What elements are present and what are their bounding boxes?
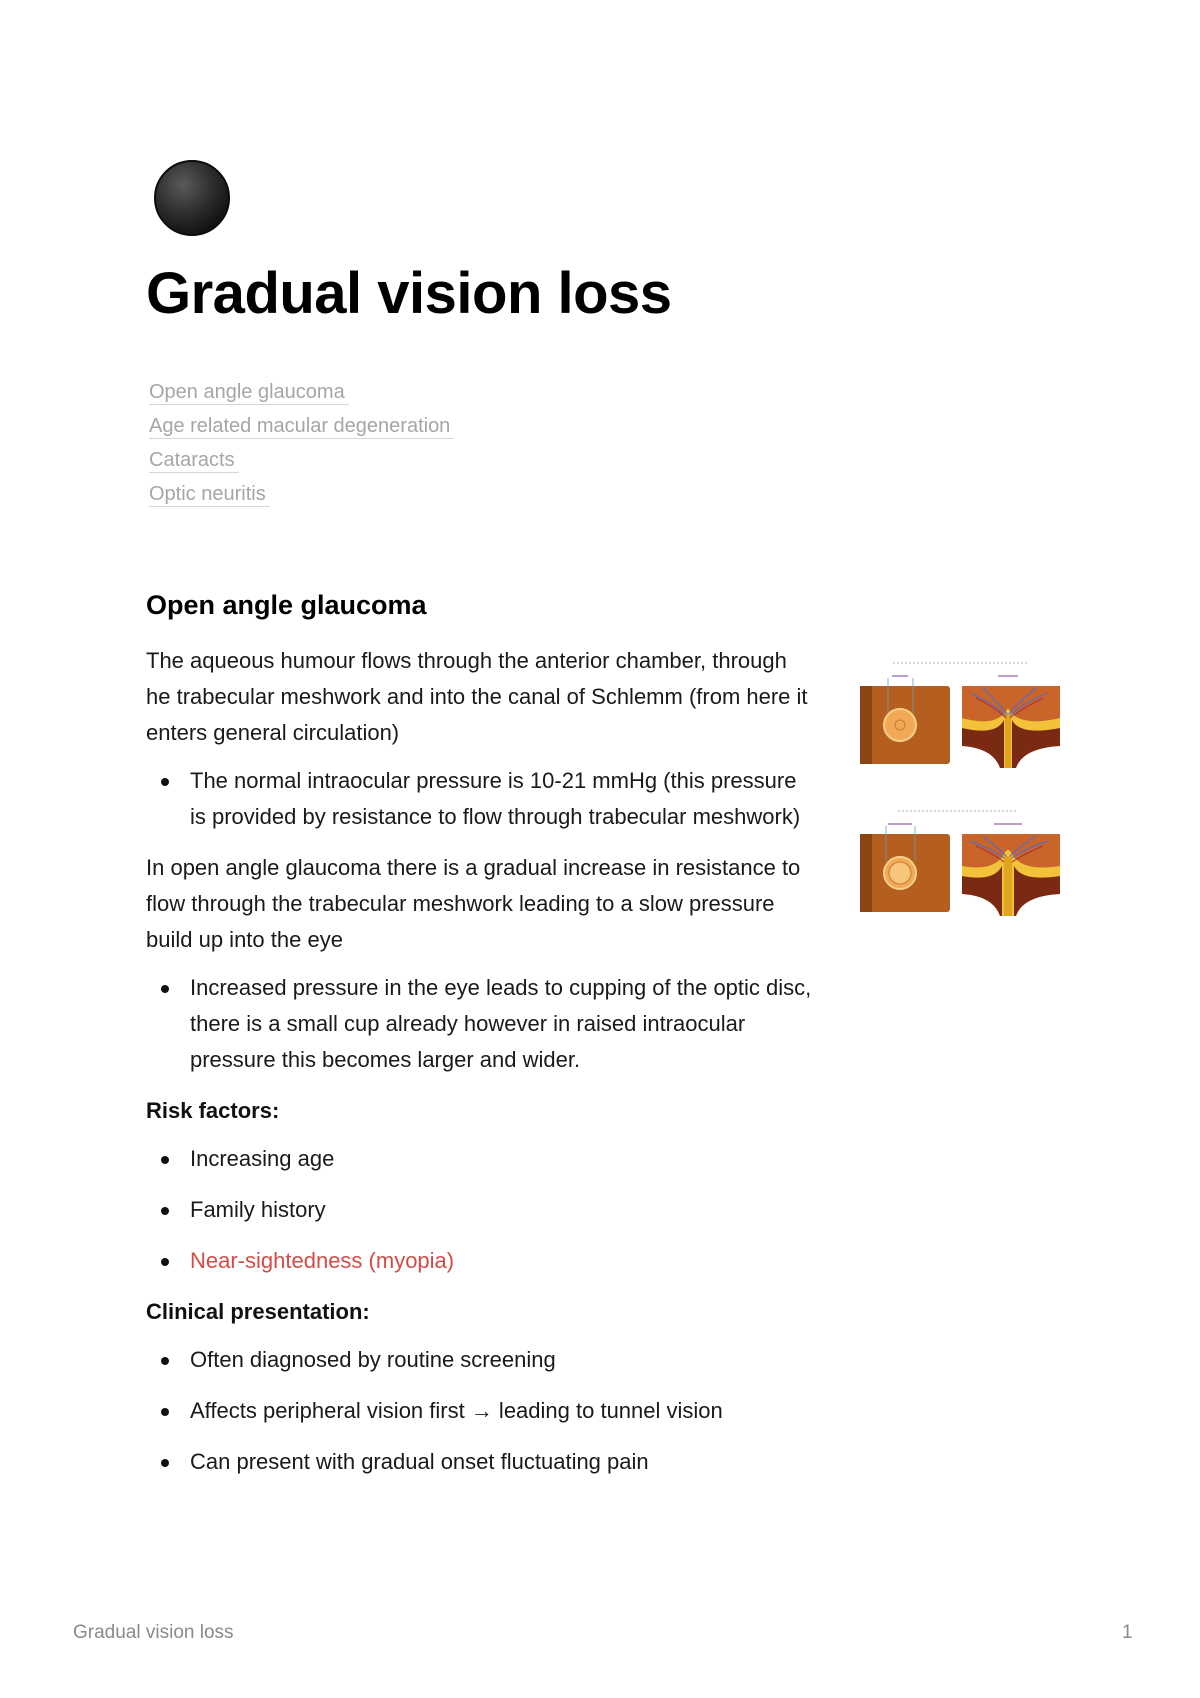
list-item: The normal intraocular pressure is 10-21 mmHg (this pressure is provided by resistance to flow through trabecular meshwork) xyxy=(146,763,816,835)
list-item: Can present with gradual onset fluctuating pain xyxy=(146,1444,816,1480)
toc-item xyxy=(149,414,454,448)
black-circle-icon xyxy=(152,158,232,238)
clinical-presentation-label: Clinical presentation: xyxy=(146,1299,370,1324)
bullet-list xyxy=(146,970,816,1078)
paragraph: The aqueous humour flows through the anterior chamber, through he trabecular meshwork and into the canal of Schlemm (from here it enters general circulation) xyxy=(146,648,808,745)
clinical-presentation-list xyxy=(146,1342,816,1480)
toc-link-optic-neuritis[interactable]: Optic neuritis xyxy=(149,482,270,507)
toc-item xyxy=(149,380,454,414)
toc-item xyxy=(149,448,454,482)
section-open-angle-glaucoma xyxy=(146,590,816,1495)
optic-disc-diagram-cupped xyxy=(858,806,1063,916)
page-title: Gradual vision loss xyxy=(146,261,672,326)
list-item: Affects peripheral vision first → leading to tunnel vision xyxy=(146,1393,816,1429)
list-item: Family history xyxy=(146,1192,816,1228)
footer-title: Gradual vision loss xyxy=(73,1622,234,1643)
bullet-list xyxy=(146,763,816,835)
list-item: Often diagnosed by routine screening xyxy=(146,1342,816,1378)
list-item-highlighted: Near-sightedness (myopia) xyxy=(146,1243,816,1279)
list-item: Increased pressure in the eye leads to cupping of the optic disc, there is a small cup already however in raised intraocular pressure this becomes larger and wider. xyxy=(146,970,816,1078)
table-of-contents xyxy=(149,380,454,516)
toc-link-macular-degeneration[interactable]: Age related macular degeneration xyxy=(149,414,454,439)
risk-factors-list xyxy=(146,1141,816,1279)
list-item: Increasing age xyxy=(146,1141,816,1177)
optic-disc-diagram-normal xyxy=(858,658,1063,768)
paragraph: In open angle glaucoma there is a gradual increase in resistance to flow through the trabecular meshwork leading to a slow pressure build up into the eye xyxy=(146,855,801,952)
toc-item xyxy=(149,482,454,516)
section-heading: Open angle glaucoma xyxy=(146,590,427,620)
risk-factors-label: Risk factors: xyxy=(146,1098,280,1123)
toc-link-cataracts[interactable]: Cataracts xyxy=(149,448,239,473)
page-number: 1 xyxy=(1122,1622,1133,1643)
toc-link-open-angle-glaucoma[interactable]: Open angle glaucoma xyxy=(149,380,349,405)
